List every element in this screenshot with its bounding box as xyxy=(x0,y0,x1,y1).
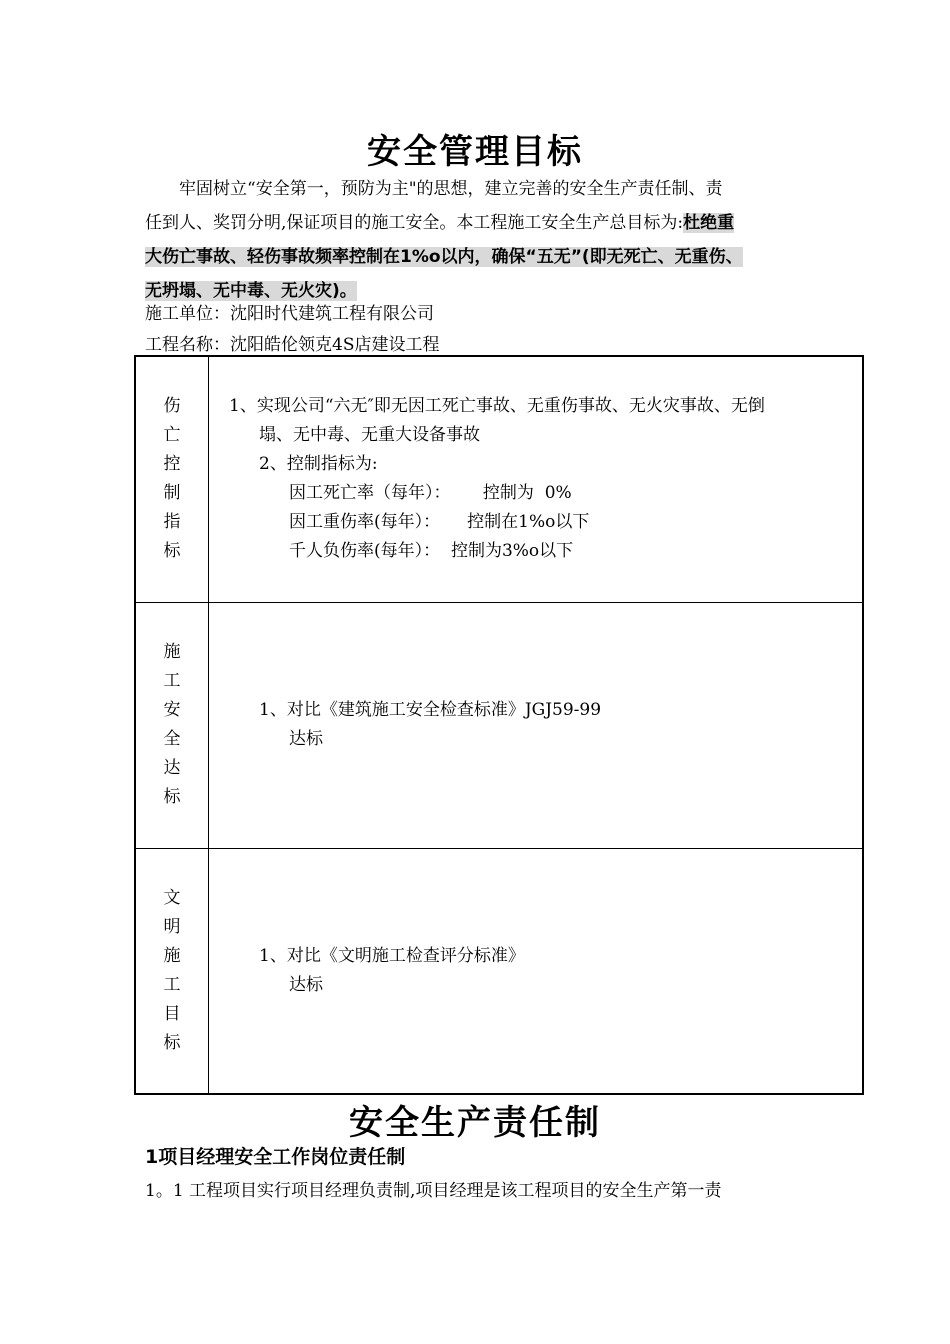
goals-table xyxy=(134,355,864,1095)
page-title: 安全管理目标 xyxy=(367,132,583,172)
body-paragraph: 1。1 工程项目实行项目经理负责制,项目经理是该工程项目的安全生产第一责 xyxy=(145,1181,722,1201)
row-content xyxy=(209,848,864,1094)
row-header-label: 施工安全达标 xyxy=(163,642,181,807)
content-line: 1、对比《文明施工检查评分标准》 xyxy=(259,945,525,966)
row-header-label: 伤亡控制指标 xyxy=(163,396,181,562)
intro-paragraph xyxy=(145,172,835,308)
intro-line-3 xyxy=(145,240,835,274)
row-header xyxy=(135,602,209,848)
content-line: 千人负伤率(每年）： 控制为3%o以下 xyxy=(289,541,574,562)
row-header xyxy=(135,356,209,602)
content-line: 因工重伤率(每年）： 控制在1%o以下 xyxy=(289,512,590,533)
intro-text: 任到人、奖罚分明,保证项目的施工安全。本工程施工安全生产总目标为: xyxy=(145,213,684,233)
intro-line-1: 牢固树立“安全第一，预防为主"的思想，建立完善的安全生产责任制、责 xyxy=(179,179,723,199)
intro-highlight-b: 大伤亡事故、轻伤事故频率控制在1%o以内，确保“五无”(即无死亡、无重伤、 xyxy=(145,247,743,267)
intro-line-2 xyxy=(145,206,835,240)
intro-highlight-a: 杜绝重 xyxy=(683,213,735,233)
table-row xyxy=(135,356,863,602)
content-line: 1、对比《建筑施工安全检查标准》JGJ59-99 xyxy=(259,700,602,720)
section-title: 安全生产责任制 xyxy=(349,1103,601,1143)
construction-unit: 施工单位：沈阳时代建筑工程有限公司 xyxy=(145,304,434,324)
content-line: 因工死亡率（每年）： 控制为 0% xyxy=(289,483,572,504)
subsection-heading: 1项目经理安全工作岗位责任制 xyxy=(145,1146,406,1168)
table-row xyxy=(135,848,863,1094)
project-name: 工程名称：沈阳皓伦领克4S店建设工程 xyxy=(145,335,440,355)
content-line: 塌、无中毒、无重大设备事故 xyxy=(259,425,480,446)
content-line: 1、实现公司“六无″即无因工死亡事故、无重伤事故、无火灾事故、无倒 xyxy=(229,396,765,417)
row-header xyxy=(135,848,209,1094)
row-content xyxy=(209,356,864,602)
table-row xyxy=(135,602,863,848)
content-line: 达标 xyxy=(289,974,323,995)
row-content xyxy=(209,602,864,848)
row-header-label: 文明施工目标 xyxy=(163,887,181,1053)
content-line: 2、控制指标为: xyxy=(259,454,378,475)
content-line: 达标 xyxy=(289,729,323,749)
intro-highlight-c: 无坍塌、无中毒、无火灾)。 xyxy=(145,281,357,301)
